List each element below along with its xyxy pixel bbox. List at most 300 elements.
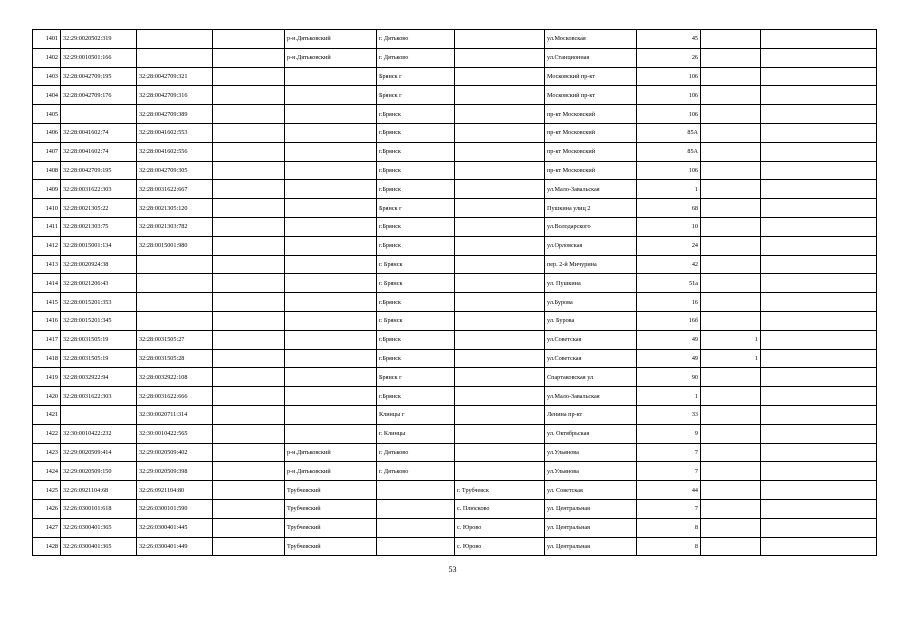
city-cell: г. Дятьково <box>377 48 455 67</box>
empty-cell <box>213 443 285 462</box>
empty-cell <box>213 217 285 236</box>
house-number-cell: 106 <box>637 105 701 124</box>
cadastral-number-cell: 32:29:0020502:319 <box>61 30 137 49</box>
street-cell: пр-кт Московский <box>545 123 637 142</box>
street-cell: ул.Мало-Завальская <box>545 387 637 406</box>
district-cell: р-н.Дятьковский <box>285 30 377 49</box>
extra-cell <box>761 462 877 481</box>
empty-cell <box>213 405 285 424</box>
street-cell: пр-кт Московский <box>545 105 637 124</box>
row-number-cell: 1402 <box>33 48 61 67</box>
table-row <box>33 236 877 255</box>
settlement-cell <box>455 67 545 86</box>
city-cell: г. Дятьково <box>377 462 455 481</box>
district-cell <box>285 255 377 274</box>
object-cadastral-number-cell: 32:28:0042709:389 <box>137 105 213 124</box>
table-row <box>33 48 877 67</box>
object-cadastral-number-cell: 32:29:0020509:398 <box>137 462 213 481</box>
empty-cell <box>213 349 285 368</box>
street-cell: ул. Бурова <box>545 311 637 330</box>
house-number-cell: 90 <box>637 368 701 387</box>
row-number-cell: 1409 <box>33 180 61 199</box>
row-number-cell: 1410 <box>33 199 61 218</box>
cadastral-number-cell: 32:30:0010422:232 <box>61 424 137 443</box>
street-cell: ул.Ульянова <box>545 443 637 462</box>
empty-cell <box>213 86 285 105</box>
row-number-cell: 1415 <box>33 293 61 312</box>
row-number-cell: 1403 <box>33 67 61 86</box>
object-cadastral-number-cell: 32:28:0041602:553 <box>137 123 213 142</box>
cadastral-number-cell: 32:28:0015201:353 <box>61 293 137 312</box>
street-cell: ул. Октябрьская <box>545 424 637 443</box>
flag-cell <box>701 217 761 236</box>
cadastral-number-cell: 32:29:0020509:414 <box>61 443 137 462</box>
street-cell: ул.Станционная <box>545 48 637 67</box>
extra-cell <box>761 30 877 49</box>
flag-cell <box>701 424 761 443</box>
extra-cell <box>761 311 877 330</box>
city-cell <box>377 481 455 500</box>
settlement-cell <box>455 311 545 330</box>
flag-cell: 1 <box>701 330 761 349</box>
settlement-cell <box>455 199 545 218</box>
table-row <box>33 30 877 49</box>
house-number-cell: 106 <box>637 67 701 86</box>
flag-cell <box>701 293 761 312</box>
flag-cell <box>701 180 761 199</box>
house-number-cell: 7 <box>637 462 701 481</box>
row-number-cell: 1425 <box>33 481 61 500</box>
cadastral-number-cell: 32:28:0031505:19 <box>61 349 137 368</box>
settlement-cell: с. Плюсково <box>455 499 545 518</box>
object-cadastral-number-cell <box>137 293 213 312</box>
row-number-cell: 1412 <box>33 236 61 255</box>
street-cell: пер. 2-й Мичурина <box>545 255 637 274</box>
extra-cell <box>761 518 877 537</box>
settlement-cell <box>455 368 545 387</box>
extra-cell <box>761 161 877 180</box>
flag-cell <box>701 30 761 49</box>
extra-cell <box>761 142 877 161</box>
table-row <box>33 499 877 518</box>
district-cell <box>285 293 377 312</box>
empty-cell <box>213 67 285 86</box>
settlement-cell <box>455 105 545 124</box>
row-number-cell: 1427 <box>33 518 61 537</box>
flag-cell <box>701 462 761 481</box>
district-cell <box>285 387 377 406</box>
city-cell: Брянск г <box>377 368 455 387</box>
row-number-cell: 1419 <box>33 368 61 387</box>
extra-cell <box>761 405 877 424</box>
city-cell: г.Брянск <box>377 180 455 199</box>
extra-cell <box>761 217 877 236</box>
empty-cell <box>213 48 285 67</box>
object-cadastral-number-cell: 32:28:0015001:980 <box>137 236 213 255</box>
extra-cell <box>761 48 877 67</box>
house-number-cell: 51а <box>637 274 701 293</box>
cadastral-number-cell: 32:28:0021305:22 <box>61 199 137 218</box>
object-cadastral-number-cell: 32:28:0042709:316 <box>137 86 213 105</box>
flag-cell <box>701 499 761 518</box>
object-cadastral-number-cell <box>137 274 213 293</box>
flag-cell <box>701 537 761 556</box>
house-number-cell: 26 <box>637 48 701 67</box>
district-cell <box>285 274 377 293</box>
row-number-cell: 1408 <box>33 161 61 180</box>
table-row <box>33 217 877 236</box>
city-cell: г.Брянск <box>377 349 455 368</box>
cadastral-number-cell: 32:28:0031622:303 <box>61 387 137 406</box>
street-cell: ул.Московская <box>545 30 637 49</box>
row-number-cell: 1421 <box>33 405 61 424</box>
table-row <box>33 537 877 556</box>
street-cell: ул.Мало-Завальская <box>545 180 637 199</box>
settlement-cell <box>455 405 545 424</box>
settlement-cell: с. Юрово <box>455 537 545 556</box>
object-cadastral-number-cell: 32:26:0300401:449 <box>137 537 213 556</box>
house-number-cell: 7 <box>637 499 701 518</box>
flag-cell <box>701 199 761 218</box>
table-row <box>33 481 877 500</box>
district-cell: р-н.Дятьковский <box>285 462 377 481</box>
object-cadastral-number-cell: 32:28:0031505:28 <box>137 349 213 368</box>
row-number-cell: 1413 <box>33 255 61 274</box>
settlement-cell <box>455 424 545 443</box>
object-cadastral-number-cell: 32:29:0020509:402 <box>137 443 213 462</box>
extra-cell <box>761 86 877 105</box>
city-cell: Брянск г <box>377 67 455 86</box>
street-cell: ул.Советская <box>545 349 637 368</box>
street-cell: ул.Орловская <box>545 236 637 255</box>
table-row <box>33 330 877 349</box>
row-number-cell: 1422 <box>33 424 61 443</box>
city-cell: Брянск г <box>377 86 455 105</box>
extra-cell <box>761 499 877 518</box>
extra-cell <box>761 274 877 293</box>
street-cell: Спартаковская ул <box>545 368 637 387</box>
street-cell: ул. Советская <box>545 481 637 500</box>
district-cell <box>285 311 377 330</box>
table-row <box>33 462 877 481</box>
district-cell <box>285 67 377 86</box>
empty-cell <box>213 255 285 274</box>
extra-cell <box>761 349 877 368</box>
district-cell <box>285 86 377 105</box>
city-cell: г.Брянск <box>377 293 455 312</box>
district-cell <box>285 368 377 387</box>
cadastral-number-cell: 32:26:0300101:618 <box>61 499 137 518</box>
table-row <box>33 387 877 406</box>
object-cadastral-number-cell: 32:28:0042709:305 <box>137 161 213 180</box>
flag-cell <box>701 161 761 180</box>
settlement-cell <box>455 293 545 312</box>
extra-cell <box>761 481 877 500</box>
district-cell <box>285 142 377 161</box>
table-row <box>33 255 877 274</box>
cadastral-number-cell: 32:28:0020924:38 <box>61 255 137 274</box>
empty-cell <box>213 311 285 330</box>
street-cell: Московский пр-кт <box>545 67 637 86</box>
house-number-cell: 45 <box>637 30 701 49</box>
settlement-cell <box>455 86 545 105</box>
extra-cell <box>761 67 877 86</box>
settlement-cell <box>455 462 545 481</box>
extra-cell <box>761 443 877 462</box>
flag-cell <box>701 48 761 67</box>
house-number-cell: 49 <box>637 349 701 368</box>
empty-cell <box>213 199 285 218</box>
extra-cell <box>761 180 877 199</box>
object-cadastral-number-cell: 32:26:0300101:590 <box>137 499 213 518</box>
district-cell <box>285 199 377 218</box>
table-row <box>33 443 877 462</box>
row-number-cell: 1428 <box>33 537 61 556</box>
house-number-cell: 8 <box>637 537 701 556</box>
city-cell: г. Брянск <box>377 255 455 274</box>
settlement-cell <box>455 274 545 293</box>
extra-cell <box>761 255 877 274</box>
city-cell: г.Брянск <box>377 161 455 180</box>
empty-cell <box>213 499 285 518</box>
city-cell <box>377 499 455 518</box>
city-cell: г.Брянск <box>377 142 455 161</box>
street-cell: пр-кт Московский <box>545 142 637 161</box>
extra-cell <box>761 123 877 142</box>
settlement-cell <box>455 161 545 180</box>
district-cell: Трубчевский <box>285 481 377 500</box>
settlement-cell <box>455 387 545 406</box>
empty-cell <box>213 123 285 142</box>
city-cell: г. Брянск <box>377 274 455 293</box>
district-cell <box>285 180 377 199</box>
house-number-cell: 85А <box>637 142 701 161</box>
street-cell: ул. Центральная <box>545 518 637 537</box>
street-cell: ул.Ульянова <box>545 462 637 481</box>
cadastral-number-cell: 32:28:0015001:134 <box>61 236 137 255</box>
cadastral-number-cell: 32:28:0041602:74 <box>61 123 137 142</box>
extra-cell <box>761 368 877 387</box>
flag-cell <box>701 387 761 406</box>
flag-cell <box>701 123 761 142</box>
empty-cell <box>213 462 285 481</box>
table-row <box>33 405 877 424</box>
object-cadastral-number-cell: 32:28:0021303:782 <box>137 217 213 236</box>
extra-cell <box>761 236 877 255</box>
cadastral-number-cell: 32:26:0300401:365 <box>61 537 137 556</box>
cadastral-number-cell: 32:29:0020509:150 <box>61 462 137 481</box>
row-number-cell: 1414 <box>33 274 61 293</box>
table-row <box>33 349 877 368</box>
house-number-cell: 44 <box>637 481 701 500</box>
row-number-cell: 1417 <box>33 330 61 349</box>
flag-cell: 1 <box>701 349 761 368</box>
row-number-cell: 1406 <box>33 123 61 142</box>
district-cell <box>285 161 377 180</box>
street-cell: ул. Центральная <box>545 537 637 556</box>
settlement-cell <box>455 443 545 462</box>
city-cell: Клинцы г <box>377 405 455 424</box>
row-number-cell: 1423 <box>33 443 61 462</box>
empty-cell <box>213 30 285 49</box>
object-cadastral-number-cell: 32:30:0010422:565 <box>137 424 213 443</box>
city-cell: Брянск г <box>377 199 455 218</box>
table-row <box>33 105 877 124</box>
cadastral-number-cell: 32:28:0015201:345 <box>61 311 137 330</box>
city-cell: г.Брянск <box>377 330 455 349</box>
cadastral-number-cell: 32:28:0021206:43 <box>61 274 137 293</box>
extra-cell <box>761 424 877 443</box>
row-number-cell: 1405 <box>33 105 61 124</box>
row-number-cell: 1407 <box>33 142 61 161</box>
district-cell: Трубчевский <box>285 537 377 556</box>
house-number-cell: 24 <box>637 236 701 255</box>
district-cell: Трубчевский <box>285 499 377 518</box>
flag-cell <box>701 368 761 387</box>
empty-cell <box>213 105 285 124</box>
empty-cell <box>213 161 285 180</box>
city-cell: г. Брянск <box>377 311 455 330</box>
street-cell: Московский пр-кт <box>545 86 637 105</box>
object-cadastral-number-cell: 32:28:0042709:321 <box>137 67 213 86</box>
district-cell: Трубчевский <box>285 518 377 537</box>
cadastral-number-cell: 32:28:0042709:195 <box>61 67 137 86</box>
house-number-cell: 42 <box>637 255 701 274</box>
flag-cell <box>701 86 761 105</box>
empty-cell <box>213 387 285 406</box>
table-row <box>33 86 877 105</box>
settlement-cell <box>455 48 545 67</box>
object-cadastral-number-cell: 32:26:0300401:445 <box>137 518 213 537</box>
settlement-cell <box>455 217 545 236</box>
settlement-cell <box>455 349 545 368</box>
row-number-cell: 1416 <box>33 311 61 330</box>
city-cell <box>377 518 455 537</box>
house-number-cell: 16 <box>637 293 701 312</box>
house-number-cell: 7 <box>637 443 701 462</box>
flag-cell <box>701 274 761 293</box>
house-number-cell: 85А <box>637 123 701 142</box>
table-row <box>33 424 877 443</box>
empty-cell <box>213 142 285 161</box>
district-cell <box>285 349 377 368</box>
object-cadastral-number-cell <box>137 48 213 67</box>
extra-cell <box>761 199 877 218</box>
row-number-cell: 1424 <box>33 462 61 481</box>
flag-cell <box>701 255 761 274</box>
house-number-cell: 1 <box>637 180 701 199</box>
row-number-cell: 1420 <box>33 387 61 406</box>
empty-cell <box>213 274 285 293</box>
row-number-cell: 1404 <box>33 86 61 105</box>
table-row <box>33 142 877 161</box>
district-cell <box>285 405 377 424</box>
registry-table <box>32 29 877 556</box>
extra-cell <box>761 537 877 556</box>
cadastral-number-cell: 32:28:0021303:75 <box>61 217 137 236</box>
house-number-cell: 16б <box>637 311 701 330</box>
street-cell: ул.Бурова <box>545 293 637 312</box>
street-cell: ул. Центральная <box>545 499 637 518</box>
city-cell <box>377 537 455 556</box>
object-cadastral-number-cell <box>137 30 213 49</box>
cadastral-number-cell <box>61 405 137 424</box>
cadastral-number-cell: 32:28:0041602:74 <box>61 142 137 161</box>
cadastral-number-cell: 32:26:0921104:68 <box>61 481 137 500</box>
empty-cell <box>213 236 285 255</box>
district-cell: р-н.Дятьковский <box>285 443 377 462</box>
flag-cell <box>701 405 761 424</box>
house-number-cell: 106 <box>637 86 701 105</box>
row-number-cell: 1418 <box>33 349 61 368</box>
page-number: 53 <box>448 565 457 574</box>
house-number-cell: 49 <box>637 330 701 349</box>
flag-cell <box>701 105 761 124</box>
object-cadastral-number-cell: 32:28:0041602:556 <box>137 142 213 161</box>
empty-cell <box>213 368 285 387</box>
flag-cell <box>701 142 761 161</box>
street-cell: пр-кт Московский <box>545 161 637 180</box>
flag-cell <box>701 443 761 462</box>
district-cell <box>285 330 377 349</box>
flag-cell <box>701 236 761 255</box>
district-cell <box>285 105 377 124</box>
city-cell: г.Брянск <box>377 123 455 142</box>
table-row <box>33 161 877 180</box>
house-number-cell: 9 <box>637 424 701 443</box>
settlement-cell: с. Юрово <box>455 518 545 537</box>
house-number-cell: 1 <box>637 387 701 406</box>
house-number-cell: 68 <box>637 199 701 218</box>
table-row <box>33 293 877 312</box>
settlement-cell <box>455 236 545 255</box>
table-row <box>33 518 877 537</box>
extra-cell <box>761 387 877 406</box>
empty-cell <box>213 481 285 500</box>
empty-cell <box>213 518 285 537</box>
cadastral-number-cell: 32:28:0042709:195 <box>61 161 137 180</box>
city-cell: г.Брянск <box>377 236 455 255</box>
table-row <box>33 311 877 330</box>
street-cell: Пушкина улиц 2 <box>545 199 637 218</box>
cadastral-number-cell: 32:26:0300401:365 <box>61 518 137 537</box>
row-number-cell: 1401 <box>33 30 61 49</box>
city-cell: г.Брянск <box>377 387 455 406</box>
district-cell <box>285 123 377 142</box>
extra-cell <box>761 330 877 349</box>
district-cell <box>285 424 377 443</box>
cadastral-number-cell: 32:28:0031622:303 <box>61 180 137 199</box>
object-cadastral-number-cell <box>137 311 213 330</box>
cadastral-number-cell: 32:29:0010501:166 <box>61 48 137 67</box>
settlement-cell: г. Трубчевск <box>455 481 545 500</box>
cadastral-number-cell: 32:28:0032922:94 <box>61 368 137 387</box>
object-cadastral-number-cell <box>137 255 213 274</box>
flag-cell <box>701 311 761 330</box>
flag-cell <box>701 481 761 500</box>
row-number-cell: 1411 <box>33 217 61 236</box>
object-cadastral-number-cell: 32:28:0021305:120 <box>137 199 213 218</box>
table-row <box>33 67 877 86</box>
street-cell: ул.Советская <box>545 330 637 349</box>
cadastral-number-cell: 32:28:0042709:176 <box>61 86 137 105</box>
extra-cell <box>761 293 877 312</box>
object-cadastral-number-cell: 32:26:0921104:80 <box>137 481 213 500</box>
table-row <box>33 274 877 293</box>
city-cell: г.Брянск <box>377 105 455 124</box>
district-cell <box>285 217 377 236</box>
flag-cell <box>701 518 761 537</box>
